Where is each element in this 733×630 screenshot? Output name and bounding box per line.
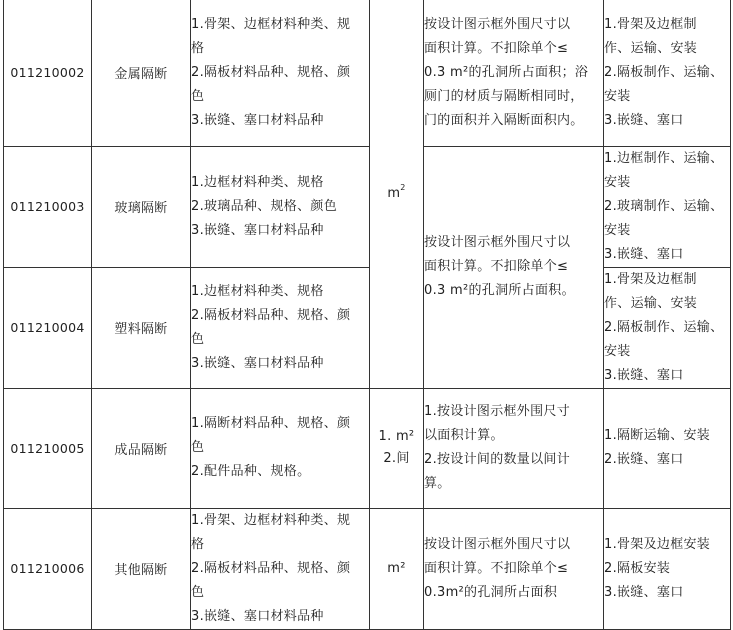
rule-line: 面积计算。不扣除单个≤ — [424, 259, 569, 274]
feature-line: 2.玻璃品种、规格、颜色 — [191, 198, 338, 214]
work-line: 1.隔断运输、安装 — [604, 428, 711, 443]
unit-option: 2.间 — [383, 451, 410, 466]
feature-line: 1.骨架、边框材料种类、规 — [191, 16, 351, 32]
rule-line: 门的面积并入隔断面积内。 — [424, 112, 584, 128]
work-line: 作、运输、安装 — [604, 40, 698, 56]
feature-line: 色 — [191, 584, 205, 600]
item-work — [604, 267, 731, 388]
rule-line: 按设计图示框外围尺寸以 — [424, 536, 571, 552]
work-line: 1.骨架及边框制 — [604, 16, 697, 32]
item-work — [604, 0, 731, 146]
rule-line: 0.3 m²的孔洞所占面积；浴 — [424, 64, 589, 80]
item-unit — [370, 388, 424, 508]
item-code: 011210003 — [4, 146, 92, 267]
item-rule — [424, 388, 604, 508]
work-line: 安装 — [604, 343, 631, 359]
work-line: 3.嵌缝、塞口 — [604, 584, 684, 600]
rule-line: 2.按设计间的数量以间计 — [424, 452, 571, 467]
item-code: 011210002 — [4, 0, 92, 146]
table-row — [4, 388, 731, 508]
item-features — [191, 388, 370, 508]
feature-line: 3.嵌缝、塞口材料品种 — [191, 112, 324, 128]
feature-line: 3.嵌缝、塞口材料品种 — [191, 608, 324, 624]
rule-line: 0.3 m²的孔洞所占面积。 — [424, 283, 575, 298]
rule-line: 面积计算。不扣除单个≤ — [424, 40, 569, 56]
item-name: 塑料隔断 — [92, 267, 191, 388]
rule-line: 以面积计算。 — [424, 428, 504, 443]
rule-line: 厕门的材质与隔断相同时， — [424, 88, 584, 104]
work-line: 3.嵌缝、塞口 — [604, 246, 684, 262]
feature-line: 2.隔板材料品种、规格、颜 — [191, 64, 351, 80]
rule-line: 按设计图示框外围尺寸以 — [424, 16, 571, 32]
shared-unit-cell — [370, 0, 424, 388]
work-line: 2.隔板制作、运输、 — [604, 64, 724, 80]
feature-line: 色 — [191, 331, 205, 347]
work-line: 3.嵌缝、塞口 — [604, 367, 684, 383]
feature-line: 2.隔板材料品种、规格、颜 — [191, 560, 351, 576]
item-features — [191, 146, 370, 267]
feature-line: 格 — [191, 536, 205, 552]
item-name: 其他隔断 — [92, 508, 191, 629]
work-line: 1.骨架及边框制 — [604, 271, 697, 287]
item-code: 011210004 — [4, 267, 92, 388]
work-line: 作、运输、安装 — [604, 295, 698, 311]
work-line: 安装 — [604, 174, 631, 190]
feature-line: 2.配件品种、规格。 — [191, 464, 311, 479]
work-line: 3.嵌缝、塞口 — [604, 112, 684, 128]
feature-line: 色 — [191, 440, 205, 455]
work-line: 2.隔板安装 — [604, 560, 671, 576]
table-row — [4, 146, 731, 267]
item-features — [191, 0, 370, 146]
work-line: 2.隔板制作、运输、 — [604, 319, 724, 335]
work-line: 1.骨架及边框安装 — [604, 536, 711, 552]
bill-of-quantities-table — [3, 0, 731, 630]
table-row — [4, 0, 731, 146]
unit-option: 1. m² — [378, 429, 415, 444]
feature-line: 1.边框材料种类、规格 — [191, 283, 324, 299]
item-features — [191, 508, 370, 629]
work-line: 安装 — [604, 88, 631, 104]
item-rule — [424, 0, 604, 146]
work-line: 2.嵌缝、塞口 — [604, 452, 684, 467]
item-rule — [424, 508, 604, 629]
rule-line: 1.按设计图示框外围尺寸 — [424, 404, 571, 419]
shared-rule-cell — [424, 146, 604, 388]
feature-line: 色 — [191, 88, 205, 104]
rule-line: 0.3m²的孔洞所占面积 — [424, 584, 558, 600]
work-line: 1.边框制作、运输、 — [604, 150, 724, 166]
item-name: 成品隔断 — [92, 388, 191, 508]
table-row — [4, 267, 731, 388]
feature-line: 1.边框材料种类、规格 — [191, 174, 324, 190]
feature-line: 1.隔断材料品种、规格、颜 — [191, 416, 351, 431]
work-line: 安装 — [604, 222, 631, 238]
rule-line: 按设计图示框外围尺寸以 — [424, 235, 571, 250]
feature-line: 2.隔板材料品种、规格、颜 — [191, 307, 351, 323]
item-work — [604, 388, 731, 508]
work-line: 2.玻璃制作、运输、 — [604, 198, 724, 214]
item-features — [191, 267, 370, 388]
item-name: 金属隔断 — [92, 0, 191, 146]
feature-line: 格 — [191, 40, 205, 56]
feature-line: 3.嵌缝、塞口材料品种 — [191, 222, 324, 238]
unit-label: $m^2$ — [387, 183, 406, 201]
feature-line: 1.骨架、边框材料种类、规 — [191, 512, 351, 528]
unit-exponent: 2 — [400, 183, 406, 193]
item-code: 011210006 — [4, 508, 92, 629]
feature-line: 3.嵌缝、塞口材料品种 — [191, 355, 324, 371]
item-work — [604, 146, 731, 267]
rule-line: 算。 — [424, 476, 451, 491]
item-work — [604, 508, 731, 629]
item-name: 玻璃隔断 — [92, 146, 191, 267]
item-unit: m² — [370, 508, 424, 629]
table-row — [4, 508, 731, 629]
rule-line: 面积计算。不扣除单个≤ — [424, 560, 569, 576]
item-code: 011210005 — [4, 388, 92, 508]
